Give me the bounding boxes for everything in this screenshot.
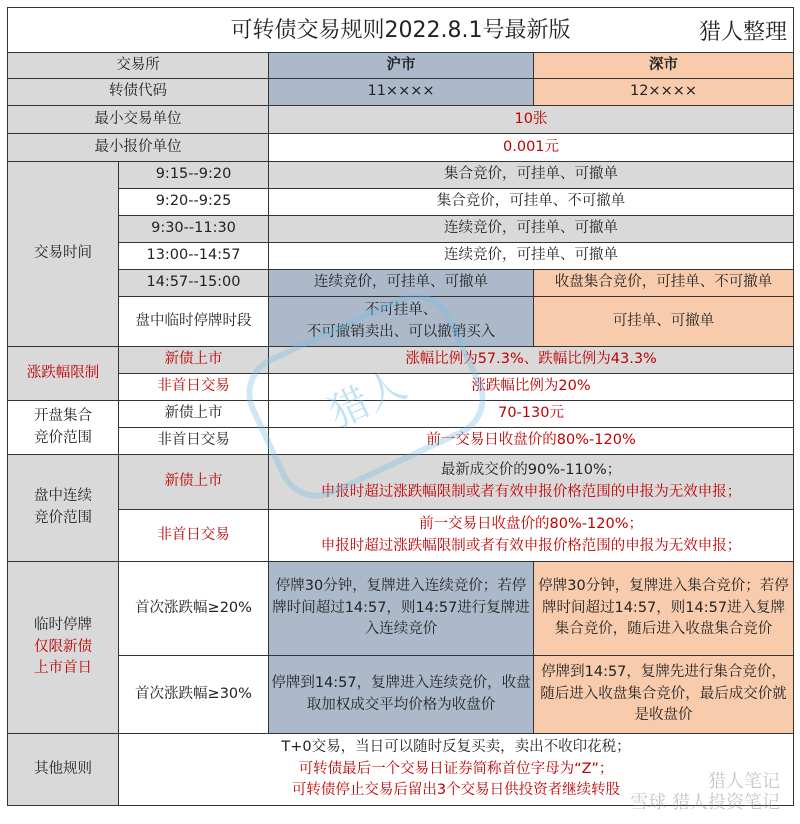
label: 涨跌幅限制 xyxy=(8,347,119,401)
label: 最小交易单位 xyxy=(8,106,269,134)
line: 可转债停止交易后留出3个交易日供投资者继续转股 xyxy=(291,782,621,799)
page-title: 可转债交易规则2022.8.1号最新版 xyxy=(230,17,571,43)
label xyxy=(8,401,119,455)
sh-code: 11×××× xyxy=(269,79,534,106)
sub-label: 新债上市 xyxy=(119,455,269,510)
sub-label: 首次涨跌幅≥30% xyxy=(119,656,269,734)
line: 申报时超过涨跌幅限制或者有效申报价格范围的申报为无效申报； xyxy=(320,537,742,554)
value: 涨跌幅比例为20% xyxy=(269,374,794,401)
value: 涨幅比例为57.3%、跌幅比例为43.3% xyxy=(269,347,794,374)
value: 前一交易日收盘价的80%-120% xyxy=(269,428,794,455)
sh-header: 沪市 xyxy=(269,53,534,79)
sz-value: 停牌30分钟，复牌进入集合竞价；若停牌时间超过14:57，则14:57进入复牌集合竞价，随后进入收盘集合竞价 xyxy=(534,562,794,656)
sub-label: 新债上市 xyxy=(119,347,269,374)
sub-label: 首次涨跌幅≥20% xyxy=(119,562,269,656)
sz-value: 停牌到14:57，复牌先进行集合竞价，随后进入收盘集合竞价，最后成交价就是收盘价 xyxy=(534,656,794,734)
line: 申报时超过涨跌幅限制或者有效申报价格范围的申报为无效申报； xyxy=(320,484,742,500)
line: 上市首日 xyxy=(34,660,92,677)
value: 集合竞价，可挂单、不可撤单 xyxy=(269,189,794,216)
time: 9:30--11:30 xyxy=(119,216,269,243)
sh-value xyxy=(269,297,534,347)
value: 70-130元 xyxy=(269,401,794,428)
value xyxy=(269,510,794,562)
line: 可转债最后一个交易日证券简称首位字母为“Z”； xyxy=(298,760,614,777)
line: 盘中连续 xyxy=(34,488,92,505)
label: 交易所 xyxy=(8,53,269,79)
value xyxy=(119,734,794,806)
value xyxy=(269,455,794,510)
line: 临时停牌 xyxy=(34,616,92,633)
sub-label: 非首日交易 xyxy=(119,374,269,401)
sub-label: 非首日交易 xyxy=(119,428,269,455)
watermark-logo: 猎人 xyxy=(233,280,498,512)
line: 竞价范围 xyxy=(34,429,92,446)
line: 雪球 猎人投资笔记 xyxy=(630,792,780,814)
author: 猎人整理 xyxy=(699,20,788,45)
time: 9:15--9:20 xyxy=(119,162,269,189)
label: 其他规则 xyxy=(8,734,119,806)
line: T+0交易，当日可以随时反复买卖，卖出不收印花税； xyxy=(281,738,631,755)
sz-value: 收盘集合竞价，可挂单、不可撤单 xyxy=(534,270,794,297)
label: 交易时间 xyxy=(8,162,119,347)
value: 连续竞价，可挂单、可撤单 xyxy=(269,216,794,243)
sub-label: 新债上市 xyxy=(119,401,269,428)
line: 猎人笔记 xyxy=(708,770,780,792)
label: 转债代码 xyxy=(8,79,269,106)
value: 集合竞价，可挂单、可撤单 xyxy=(269,162,794,189)
rules-table xyxy=(7,7,794,806)
line: 最新成交价的90%-110%； xyxy=(440,462,622,479)
sz-value: 可挂单、可撤单 xyxy=(534,297,794,347)
line: 不可撤销卖出、可以撤销买入 xyxy=(306,323,496,340)
sz-code: 12×××× xyxy=(534,79,794,106)
line: 竞价范围 xyxy=(34,510,92,526)
value: 连续竞价，可挂单、可撤单 xyxy=(269,243,794,270)
time: 盘中临时停牌时段 xyxy=(119,297,269,347)
value: 0.001元 xyxy=(269,134,794,162)
line: 不可挂单、 xyxy=(364,301,438,318)
line: 前一交易日收盘价的80%-120%； xyxy=(419,515,643,532)
sub-label: 非首日交易 xyxy=(119,510,269,562)
sh-value: 停牌30分钟，复牌进入连续竞价；若停牌时间超过14:57，则14:57进行复牌进入连续竞价 xyxy=(269,562,534,656)
sz-header: 深市 xyxy=(534,53,794,79)
sh-value: 停牌到14:57，复牌进入连续竞价，收盘取加权成交平均价格为收盘价 xyxy=(269,656,534,734)
time: 13:00--14:57 xyxy=(119,243,269,270)
title-cell xyxy=(8,8,794,53)
value: 10张 xyxy=(269,106,794,134)
line: 开盘集合 xyxy=(34,407,92,424)
label xyxy=(8,562,119,734)
label: 最小报价单位 xyxy=(8,134,269,162)
line: 仅限新债 xyxy=(34,638,92,655)
time: 9:20--9:25 xyxy=(119,189,269,216)
sh-value: 连续竞价，可挂单、可撤单 xyxy=(269,270,534,297)
label xyxy=(8,455,119,562)
time: 14:57--15:00 xyxy=(119,270,269,297)
